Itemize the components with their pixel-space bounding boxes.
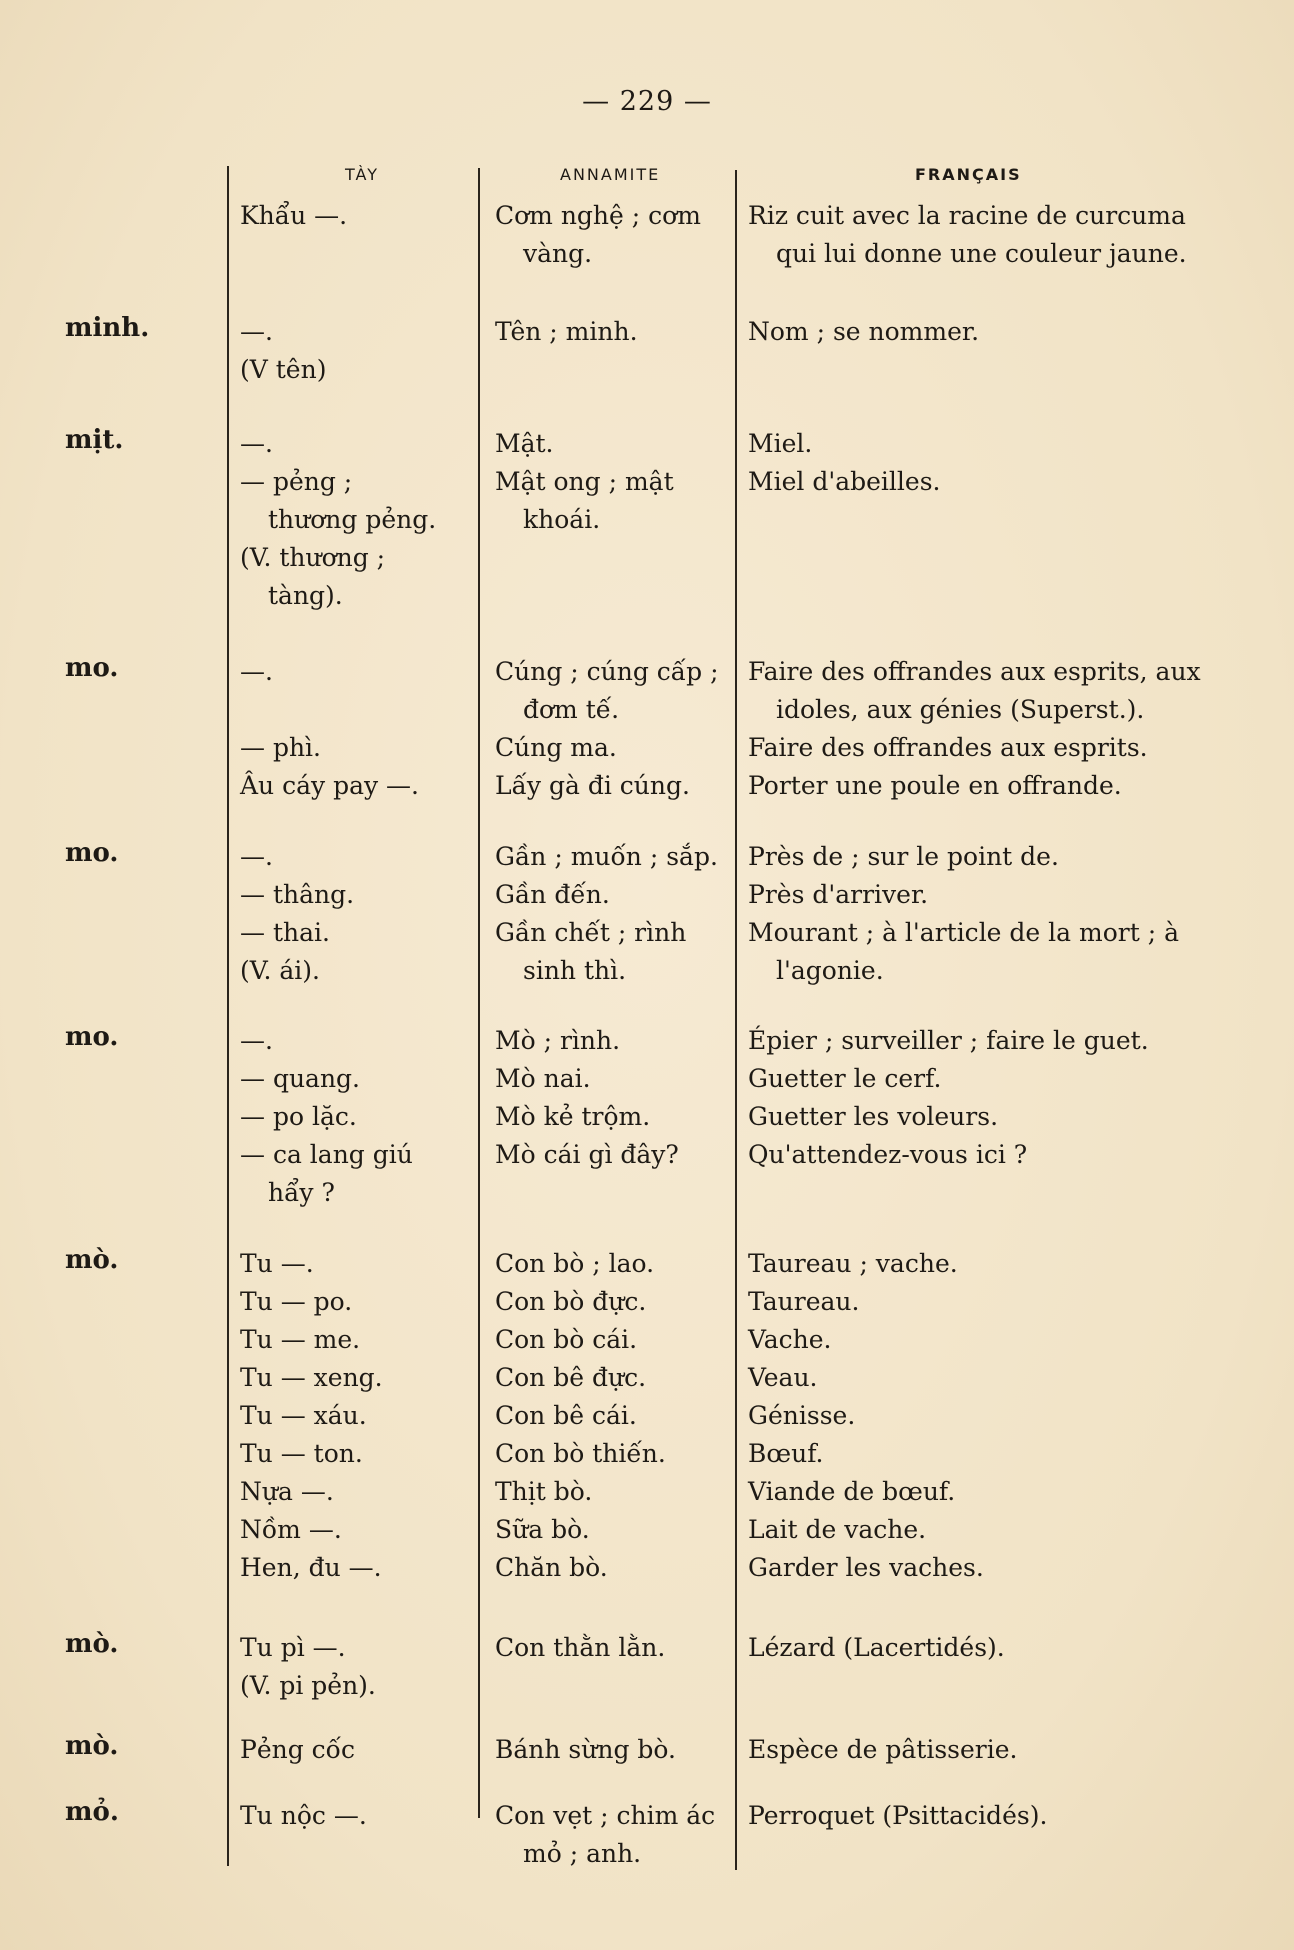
francais-line: Garder les vaches. — [748, 1553, 984, 1582]
tay-line: thương pẻng. — [268, 505, 437, 534]
header-francais: FRANÇAIS — [915, 165, 1022, 184]
francais-line: Taureau ; vache. — [748, 1249, 958, 1278]
headword: mỏ. — [65, 1797, 119, 1827]
annamite-line: Cúng ; cúng cấp ; — [495, 657, 719, 686]
francais-line: Qu'attendez-vous ici ? — [748, 1140, 1028, 1169]
francais-line: Guetter le cerf. — [748, 1064, 942, 1093]
header-annamite: ANNAMITE — [560, 165, 661, 184]
tay-line: — thâng. — [240, 880, 355, 909]
francais-line: Près d'arriver. — [748, 880, 929, 909]
tay-line: Nựa —. — [240, 1477, 334, 1506]
francais-line: Mourant ; à l'article de la mort ; à — [748, 918, 1179, 947]
tay-line: Tu pì —. — [240, 1633, 346, 1662]
annamite-line: Mò nai. — [495, 1064, 591, 1093]
annamite-line: đơm tế. — [523, 695, 620, 724]
francais-line: Porter une poule en offrande. — [748, 771, 1122, 800]
annamite-line: Mò ; rình. — [495, 1026, 621, 1055]
francais-column-cell — [748, 1797, 1228, 1835]
tay-line: (V. pi pẻn). — [240, 1671, 376, 1700]
annamite-line: vàng. — [523, 239, 593, 268]
annamite-line: Con bò cái. — [495, 1325, 638, 1354]
francais-line: Perroquet (Psittacidés). — [748, 1801, 1048, 1830]
tay-line: (V tên) — [240, 355, 327, 384]
francais-line: Guetter les voleurs. — [748, 1102, 999, 1131]
francais-column-cell — [748, 313, 1228, 351]
tay-line: Tu — xáu. — [240, 1401, 367, 1430]
tay-line: — po lặc. — [240, 1102, 357, 1131]
francais-line: Épier ; surveiller ; faire le guet. — [748, 1026, 1149, 1055]
annamite-column-cell — [495, 1245, 733, 1587]
francais-column-cell — [748, 425, 1228, 501]
page-number: — 229 — — [582, 86, 712, 117]
tay-line: Tu nộc —. — [240, 1801, 367, 1830]
annamite-line: khoái. — [523, 505, 601, 534]
annamite-column-cell — [495, 1629, 733, 1667]
francais-column-cell — [748, 653, 1228, 805]
headword: mo. — [65, 653, 119, 683]
annamite-line: Thịt bò. — [495, 1477, 593, 1506]
tay-line: —. — [240, 657, 273, 686]
annamite-line: Tên ; minh. — [495, 317, 638, 346]
headword: mò. — [65, 1731, 119, 1761]
annamite-column-cell — [495, 1022, 733, 1174]
annamite-column-cell — [495, 1731, 733, 1769]
annamite-column-cell — [495, 653, 733, 805]
francais-line: Faire des offrandes aux esprits, aux — [748, 657, 1201, 686]
header-tay: TÀY — [345, 165, 380, 184]
headword: mịt. — [65, 425, 124, 455]
column-divider — [735, 170, 737, 1870]
tay-line: Tu — ton. — [240, 1439, 363, 1468]
headword: mò. — [65, 1629, 119, 1659]
francais-line: Lait de vache. — [748, 1515, 927, 1544]
annamite-line: Mật. — [495, 429, 554, 458]
headword: minh. — [65, 313, 150, 343]
tay-line: —. — [240, 1026, 273, 1055]
column-divider — [227, 166, 229, 1866]
francais-line: Lézard (Lacertidés). — [748, 1633, 1005, 1662]
annamite-column-cell — [495, 313, 733, 351]
francais-line: idoles, aux génies (Superst.). — [776, 695, 1145, 724]
tay-line: —. — [240, 317, 273, 346]
tay-line: Pẻng cốc — [240, 1735, 355, 1764]
annamite-line: Mò cái gì đây? — [495, 1140, 679, 1169]
tay-line: — ca lang giú — [240, 1140, 413, 1169]
annamite-line: Cúng ma. — [495, 733, 617, 762]
annamite-line: Con bò thiến. — [495, 1439, 666, 1468]
annamite-line: Sữa bò. — [495, 1515, 590, 1544]
francais-line: Faire des offrandes aux esprits. — [748, 733, 1148, 762]
tay-column-cell — [240, 838, 475, 990]
annamite-line: Chăn bò. — [495, 1553, 608, 1582]
annamite-column-cell — [495, 425, 733, 539]
francais-line: Viande de bœuf. — [748, 1477, 956, 1506]
francais-column-cell — [748, 1731, 1228, 1769]
annamite-line: Bánh sừng bò. — [495, 1735, 676, 1764]
francais-line: Veau. — [748, 1363, 818, 1392]
annamite-column-cell — [495, 197, 733, 273]
tay-line: Hen, đu —. — [240, 1553, 382, 1582]
francais-line: Miel d'abeilles. — [748, 467, 941, 496]
tay-line: Nồm —. — [240, 1515, 342, 1544]
annamite-line: Mò kẻ trộm. — [495, 1102, 651, 1131]
tay-column-cell — [240, 425, 475, 615]
annamite-line: sinh thì. — [523, 956, 627, 985]
francais-column-cell — [748, 838, 1228, 990]
francais-line: Vache. — [748, 1325, 832, 1354]
francais-column-cell — [748, 1022, 1228, 1174]
tay-line: (V. thương ; — [240, 543, 386, 572]
tay-line: Tu —. — [240, 1249, 314, 1278]
column-divider — [478, 168, 480, 1818]
tay-column-cell — [240, 1629, 475, 1705]
francais-line: Espèce de pâtisserie. — [748, 1735, 1018, 1764]
annamite-line: Con vẹt ; chim ác — [495, 1801, 716, 1830]
annamite-line: Cơm nghệ ; cơm — [495, 201, 701, 230]
tay-line: (V. ái). — [240, 956, 320, 985]
annamite-line: Mật ong ; mật — [495, 467, 674, 496]
francais-column-cell — [748, 1245, 1228, 1587]
tay-line: Tu — me. — [240, 1325, 361, 1354]
headword: mò. — [65, 1245, 119, 1275]
annamite-line: Gần ; muốn ; sắp. — [495, 842, 718, 871]
headword: mo. — [65, 1022, 119, 1052]
tay-column-cell — [240, 197, 475, 235]
annamite-line: Con bò ; lao. — [495, 1249, 655, 1278]
francais-line: qui lui donne une couleur jaune. — [776, 239, 1187, 268]
annamite-column-cell — [495, 1797, 733, 1873]
tay-line: — thai. — [240, 918, 330, 947]
francais-line: Près de ; sur le point de. — [748, 842, 1059, 871]
annamite-line: Con thằn lằn. — [495, 1633, 666, 1662]
tay-line: hẩy ? — [268, 1178, 335, 1207]
francais-line: Nom ; se nommer. — [748, 317, 980, 346]
tay-column-cell — [240, 1731, 475, 1769]
tay-line: — quang. — [240, 1064, 361, 1093]
tay-column-cell — [240, 1022, 475, 1212]
tay-line — [240, 691, 475, 729]
annamite-column-cell — [495, 838, 733, 990]
francais-line: Génisse. — [748, 1401, 856, 1430]
annamite-line: Con bò đực. — [495, 1287, 647, 1316]
tay-line: Tu — xeng. — [240, 1363, 383, 1392]
tay-column-cell — [240, 1245, 475, 1587]
tay-line: Tu — po. — [240, 1287, 353, 1316]
annamite-line: Gần chết ; rình — [495, 918, 687, 947]
annamite-line: Con bê cái. — [495, 1401, 637, 1430]
annamite-line: mỏ ; anh. — [523, 1839, 642, 1868]
tay-line: Âu cáy pay —. — [240, 771, 420, 800]
francais-column-cell — [748, 197, 1228, 273]
tay-column-cell — [240, 313, 475, 389]
tay-line: — pẻng ; — [240, 467, 353, 496]
annamite-line: Lấy gà đi cúng. — [495, 771, 690, 800]
francais-line: Riz cuit avec la racine de curcuma — [748, 201, 1186, 230]
tay-column-cell — [240, 1797, 475, 1835]
headword: mo. — [65, 838, 119, 868]
tay-line: —. — [240, 842, 273, 871]
francais-line: Miel. — [748, 429, 813, 458]
annamite-line: Con bê đực. — [495, 1363, 647, 1392]
annamite-line: Gần đến. — [495, 880, 610, 909]
francais-line: l'agonie. — [776, 956, 884, 985]
tay-line: — phì. — [240, 733, 321, 762]
francais-line: Bœuf. — [748, 1439, 824, 1468]
francais-column-cell — [748, 1629, 1228, 1667]
tay-column-cell — [240, 653, 475, 805]
tay-line: —. — [240, 429, 273, 458]
tay-line: tàng). — [268, 581, 343, 610]
francais-line: Taureau. — [748, 1287, 860, 1316]
tay-line: Khẩu —. — [240, 201, 348, 230]
